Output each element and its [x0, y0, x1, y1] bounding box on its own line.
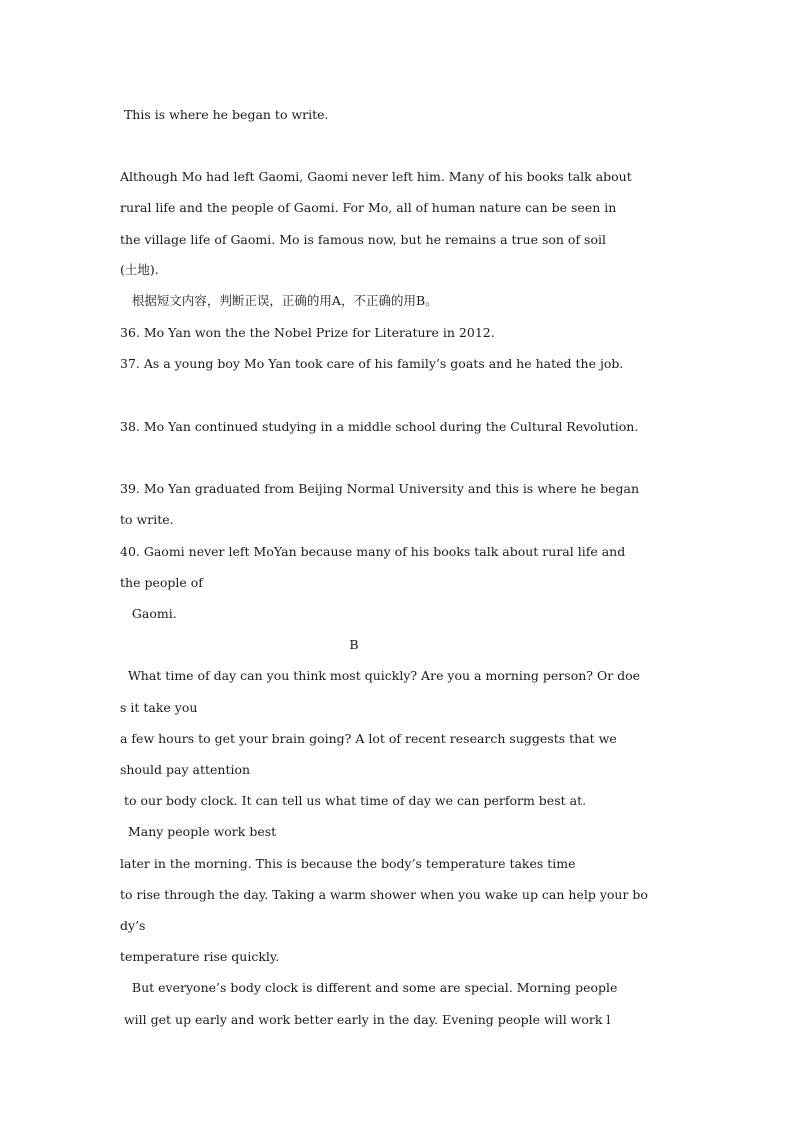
question-36: 36. Mo Yan won the the Nobel Prize for Literature in 2012. — [120, 325, 495, 340]
text-line: later in the morning. This is because the body’s temperature takes time — [120, 856, 576, 871]
text-line: dy’s — [120, 918, 146, 933]
text-line: But everyone’s body clock is different and some are special. Morning people — [120, 980, 618, 995]
text-line: Many people work best — [120, 824, 277, 839]
section-heading: B — [349, 637, 359, 652]
question-37: 37. As a young boy Mo Yan took care of his family’s goats and he hated the job. — [120, 356, 624, 371]
text-line: the village life of Gaomi. Mo is famous now, but he remains a true son of soil — [120, 232, 606, 247]
text-line: will get up early and work better early in the day. Evening people will work l — [120, 1012, 611, 1027]
text-line: to write. — [120, 512, 174, 527]
question-40: 40. Gaomi never left MoYan because many of his books talk about rural life and — [120, 544, 626, 559]
question-38: 38. Mo Yan continued studying in a middle school during the Cultural Revolution. — [120, 419, 639, 434]
text-line: the people of — [120, 575, 203, 590]
text-line: to our body clock. It can tell us what time of day we can perform best at. — [120, 793, 587, 808]
text-line: This is where he began to write. — [120, 107, 329, 122]
instruction-line: 根据短文内容，判断正误，正确的用A，不正确的用B。 — [120, 293, 438, 308]
question-39: 39. Mo Yan graduated from Beijing Normal University and this is where he began — [120, 481, 640, 496]
text-line: temperature rise quickly. — [120, 949, 280, 964]
text-line: to rise through the day. Taking a warm shower when you wake up can help your bo — [120, 887, 648, 902]
text-line: should pay attention — [120, 762, 251, 777]
text-line: a few hours to get your brain going? A lot of recent research suggests that we — [120, 731, 617, 746]
text-line: Although Mo had left Gaomi, Gaomi never left him. Many of his books talk about — [120, 169, 632, 184]
text-line: (土地). — [120, 262, 159, 277]
text-line: rural life and the people of Gaomi. For Mo, all of human nature can be seen in — [120, 200, 617, 215]
text-line: Gaomi. — [120, 606, 177, 621]
text-line: What time of day can you think most quickly? Are you a morning person? Or doe — [120, 668, 641, 683]
text-line: s it take you — [120, 700, 198, 715]
